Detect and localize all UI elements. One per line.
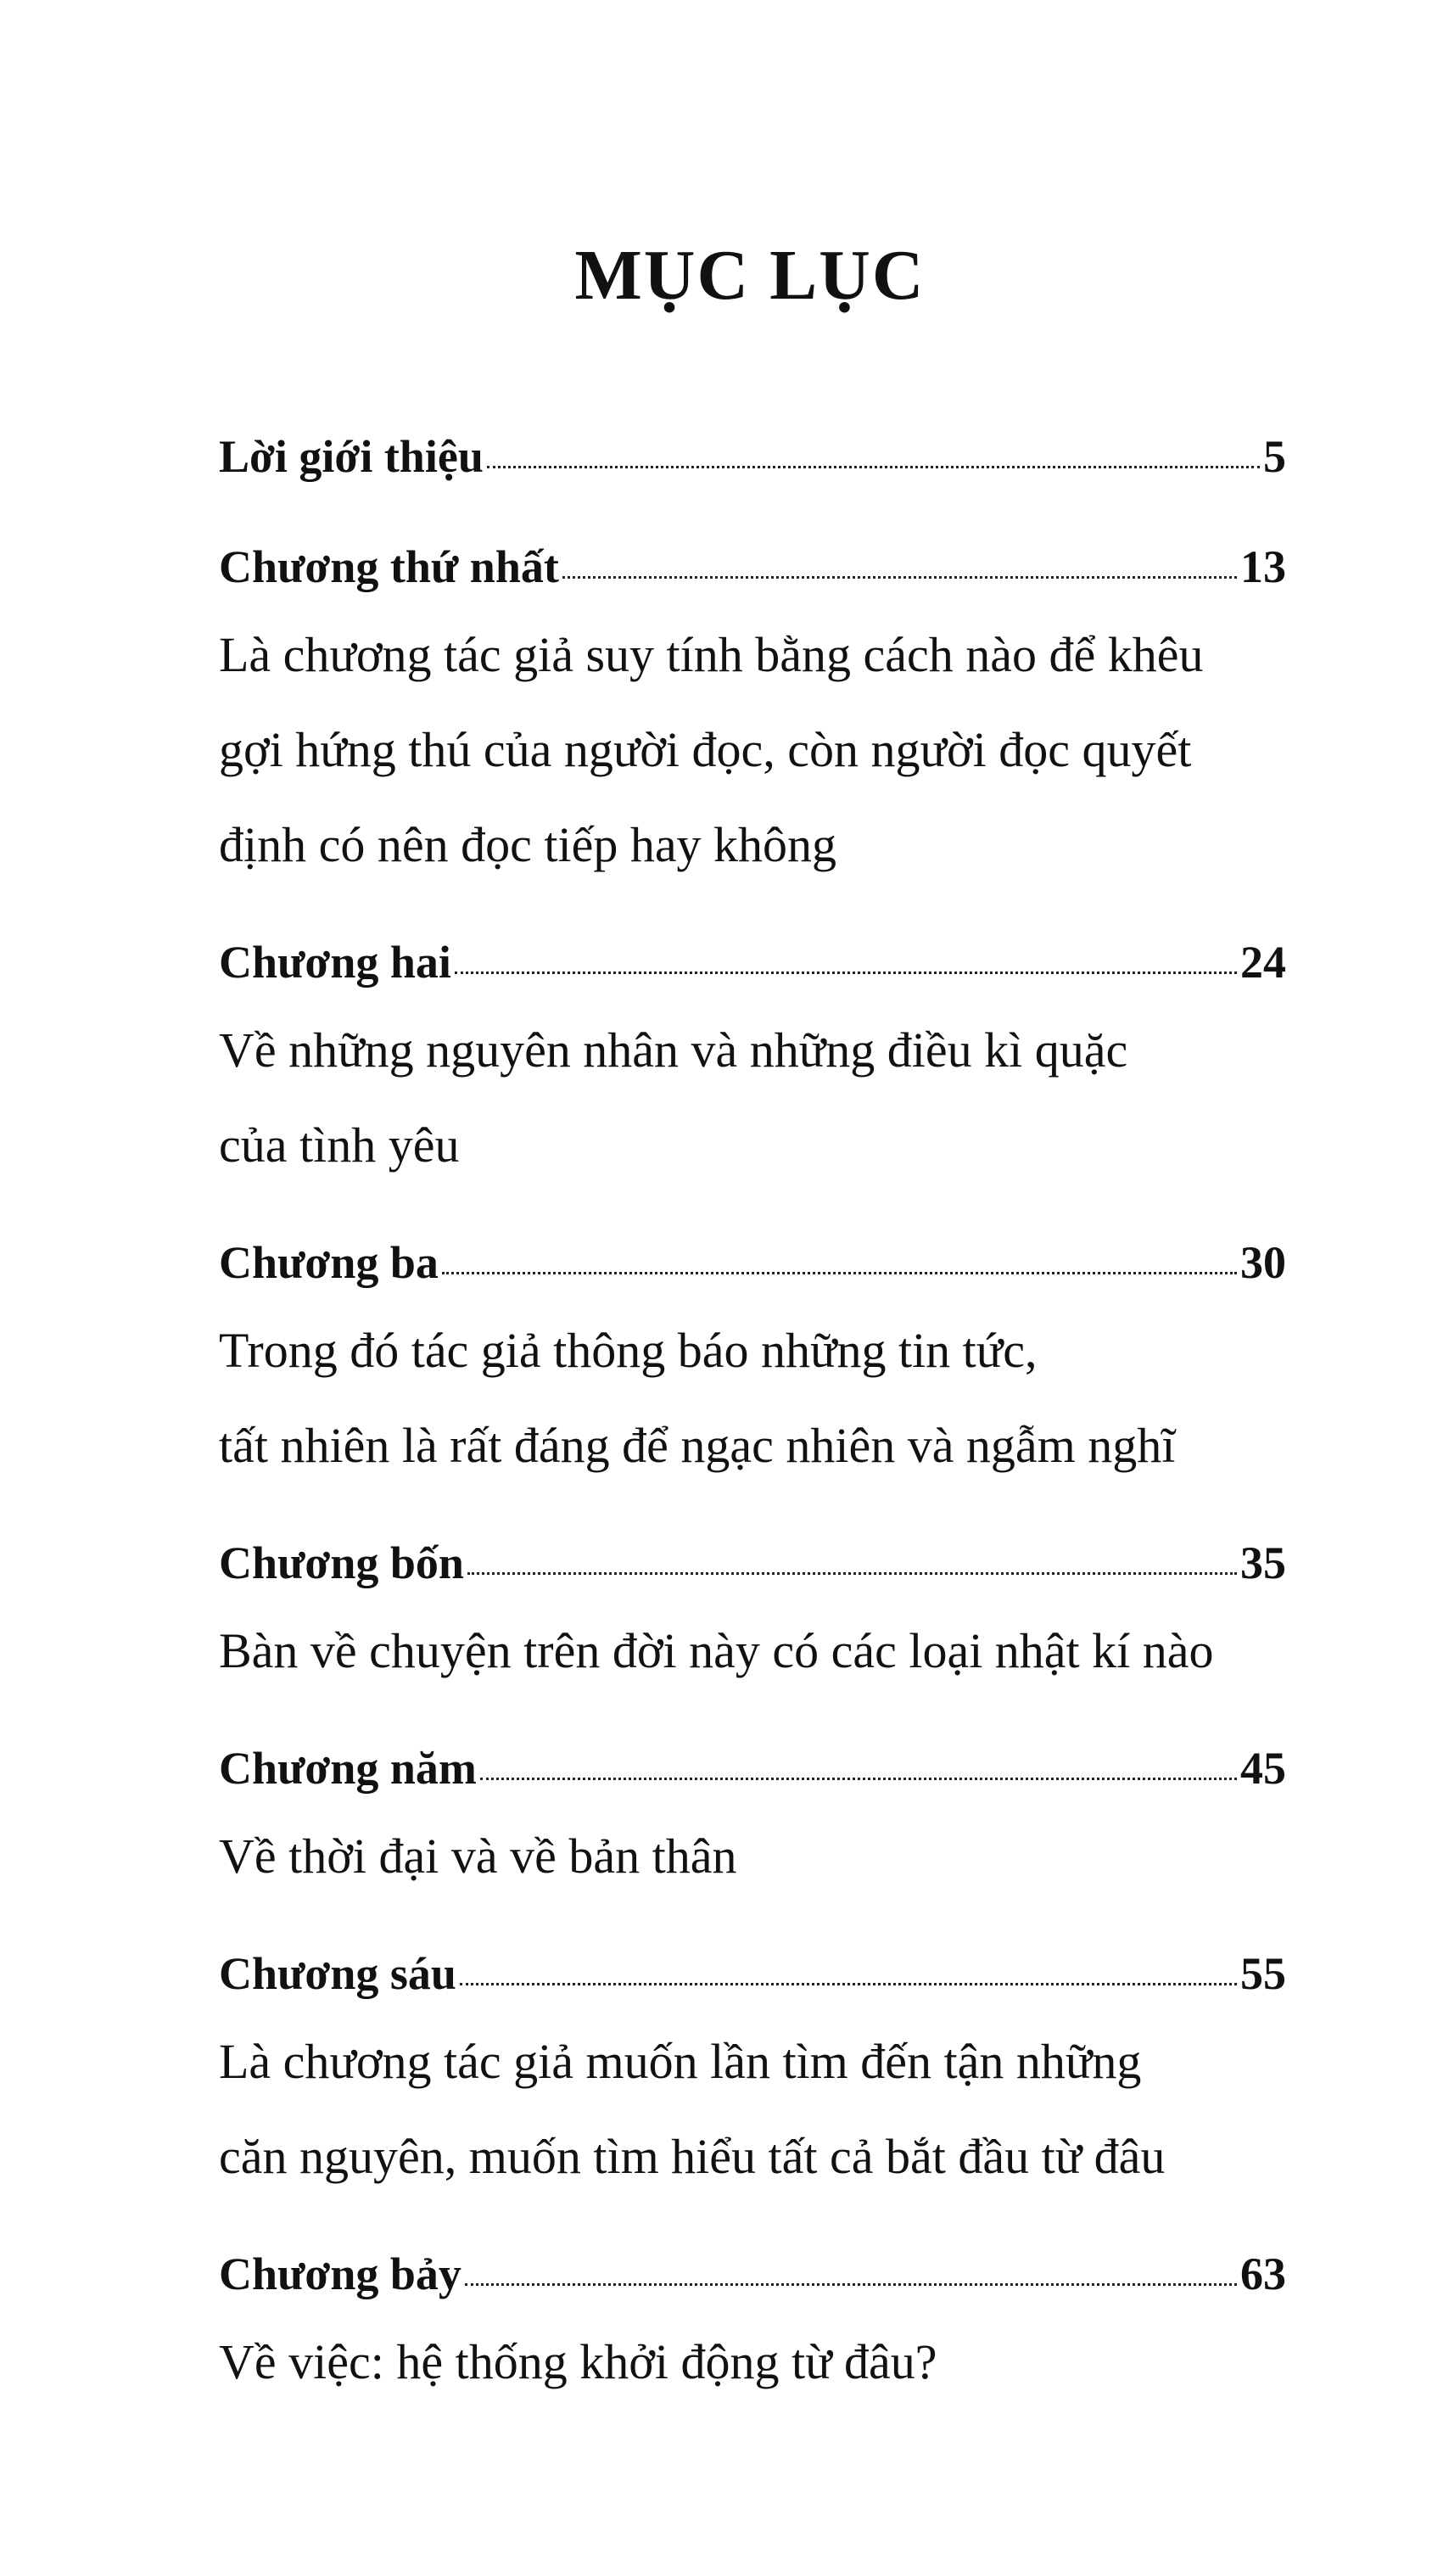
toc-heading-row xyxy=(219,2233,1286,2315)
toc-page-number: 13 xyxy=(1240,541,1286,592)
toc-entry-chapter-4 xyxy=(219,1522,1286,1699)
page-title: MỤC LỤC xyxy=(574,236,926,315)
toc-description-line: Về thời đại và về bản thân xyxy=(219,1828,737,1884)
toc-page-number: 30 xyxy=(1240,1237,1286,1288)
toc-description-line: tất nhiên là rất đáng để ngạc nhiên và ngẫm nghĩ xyxy=(219,1418,1176,1473)
toc-heading: Chương thứ nhất xyxy=(219,541,559,592)
dot-leader xyxy=(480,1778,1237,1780)
toc-heading-row xyxy=(219,1728,1286,1809)
toc-heading: Chương năm xyxy=(219,1743,477,1794)
toc-entry-intro xyxy=(219,416,1286,497)
toc-entry-chapter-7 xyxy=(219,2233,1286,2410)
toc-description-line: Bàn về chuyện trên đời này có các loại nhật kí nào xyxy=(219,1623,1214,1678)
toc-page-number: 45 xyxy=(1240,1743,1286,1794)
toc-heading-row xyxy=(219,1522,1286,1604)
toc-description-line: của tình yêu xyxy=(219,1117,460,1173)
toc-heading-row xyxy=(219,1933,1286,2014)
toc-page-number: 5 xyxy=(1263,431,1286,482)
toc-entry-chapter-5 xyxy=(219,1728,1286,1904)
dot-leader xyxy=(467,1572,1237,1575)
toc-heading: Chương sáu xyxy=(219,1948,456,1999)
toc-page-number: 55 xyxy=(1240,1948,1286,1999)
toc-heading-row xyxy=(219,921,1286,1003)
toc-entry-chapter-2 xyxy=(219,921,1286,1193)
toc-description-line: gợi hứng thú của người đọc, còn người đọc quyết xyxy=(219,722,1192,777)
toc-page-number: 35 xyxy=(1240,1537,1286,1588)
toc-heading: Chương hai xyxy=(219,937,451,988)
toc-heading: Chương bảy xyxy=(219,2248,461,2299)
dot-leader xyxy=(487,466,1260,468)
toc-entry-chapter-6 xyxy=(219,1933,1286,2204)
toc-heading: Chương ba xyxy=(219,1237,439,1288)
toc-entry-chapter-1 xyxy=(219,526,1286,893)
table-of-contents xyxy=(219,416,1286,2410)
toc-description-line: Là chương tác giả muốn lần tìm đến tận những xyxy=(219,2034,1142,2089)
toc-description-line: căn nguyên, muốn tìm hiểu tất cả bắt đầu từ đâu xyxy=(219,2129,1166,2184)
dot-leader xyxy=(460,1983,1237,1985)
toc-heading: Lời giới thiệu xyxy=(219,431,484,482)
toc-entry-chapter-3 xyxy=(219,1222,1286,1493)
dot-leader xyxy=(465,2283,1237,2286)
toc-heading-row xyxy=(219,526,1286,608)
dot-leader xyxy=(442,1272,1237,1274)
toc-description-line: Về việc: hệ thống khởi động từ đâu? xyxy=(219,2334,937,2389)
toc-description-line: Trong đó tác giả thông báo những tin tức, xyxy=(219,1323,1038,1378)
dot-leader xyxy=(455,972,1237,974)
toc-page-number: 24 xyxy=(1240,937,1286,988)
dot-leader xyxy=(562,576,1237,579)
toc-heading-row xyxy=(219,1222,1286,1303)
toc-heading: Chương bốn xyxy=(219,1537,464,1588)
toc-description-line: Về những nguyên nhân và những điều kì quặc xyxy=(219,1022,1128,1078)
toc-description-line: Là chương tác giả suy tính bằng cách nào để khêu xyxy=(219,627,1204,682)
toc-page-number: 63 xyxy=(1240,2248,1286,2299)
toc-description-line: định có nên đọc tiếp hay không xyxy=(219,817,837,872)
toc-heading-row xyxy=(219,416,1286,497)
